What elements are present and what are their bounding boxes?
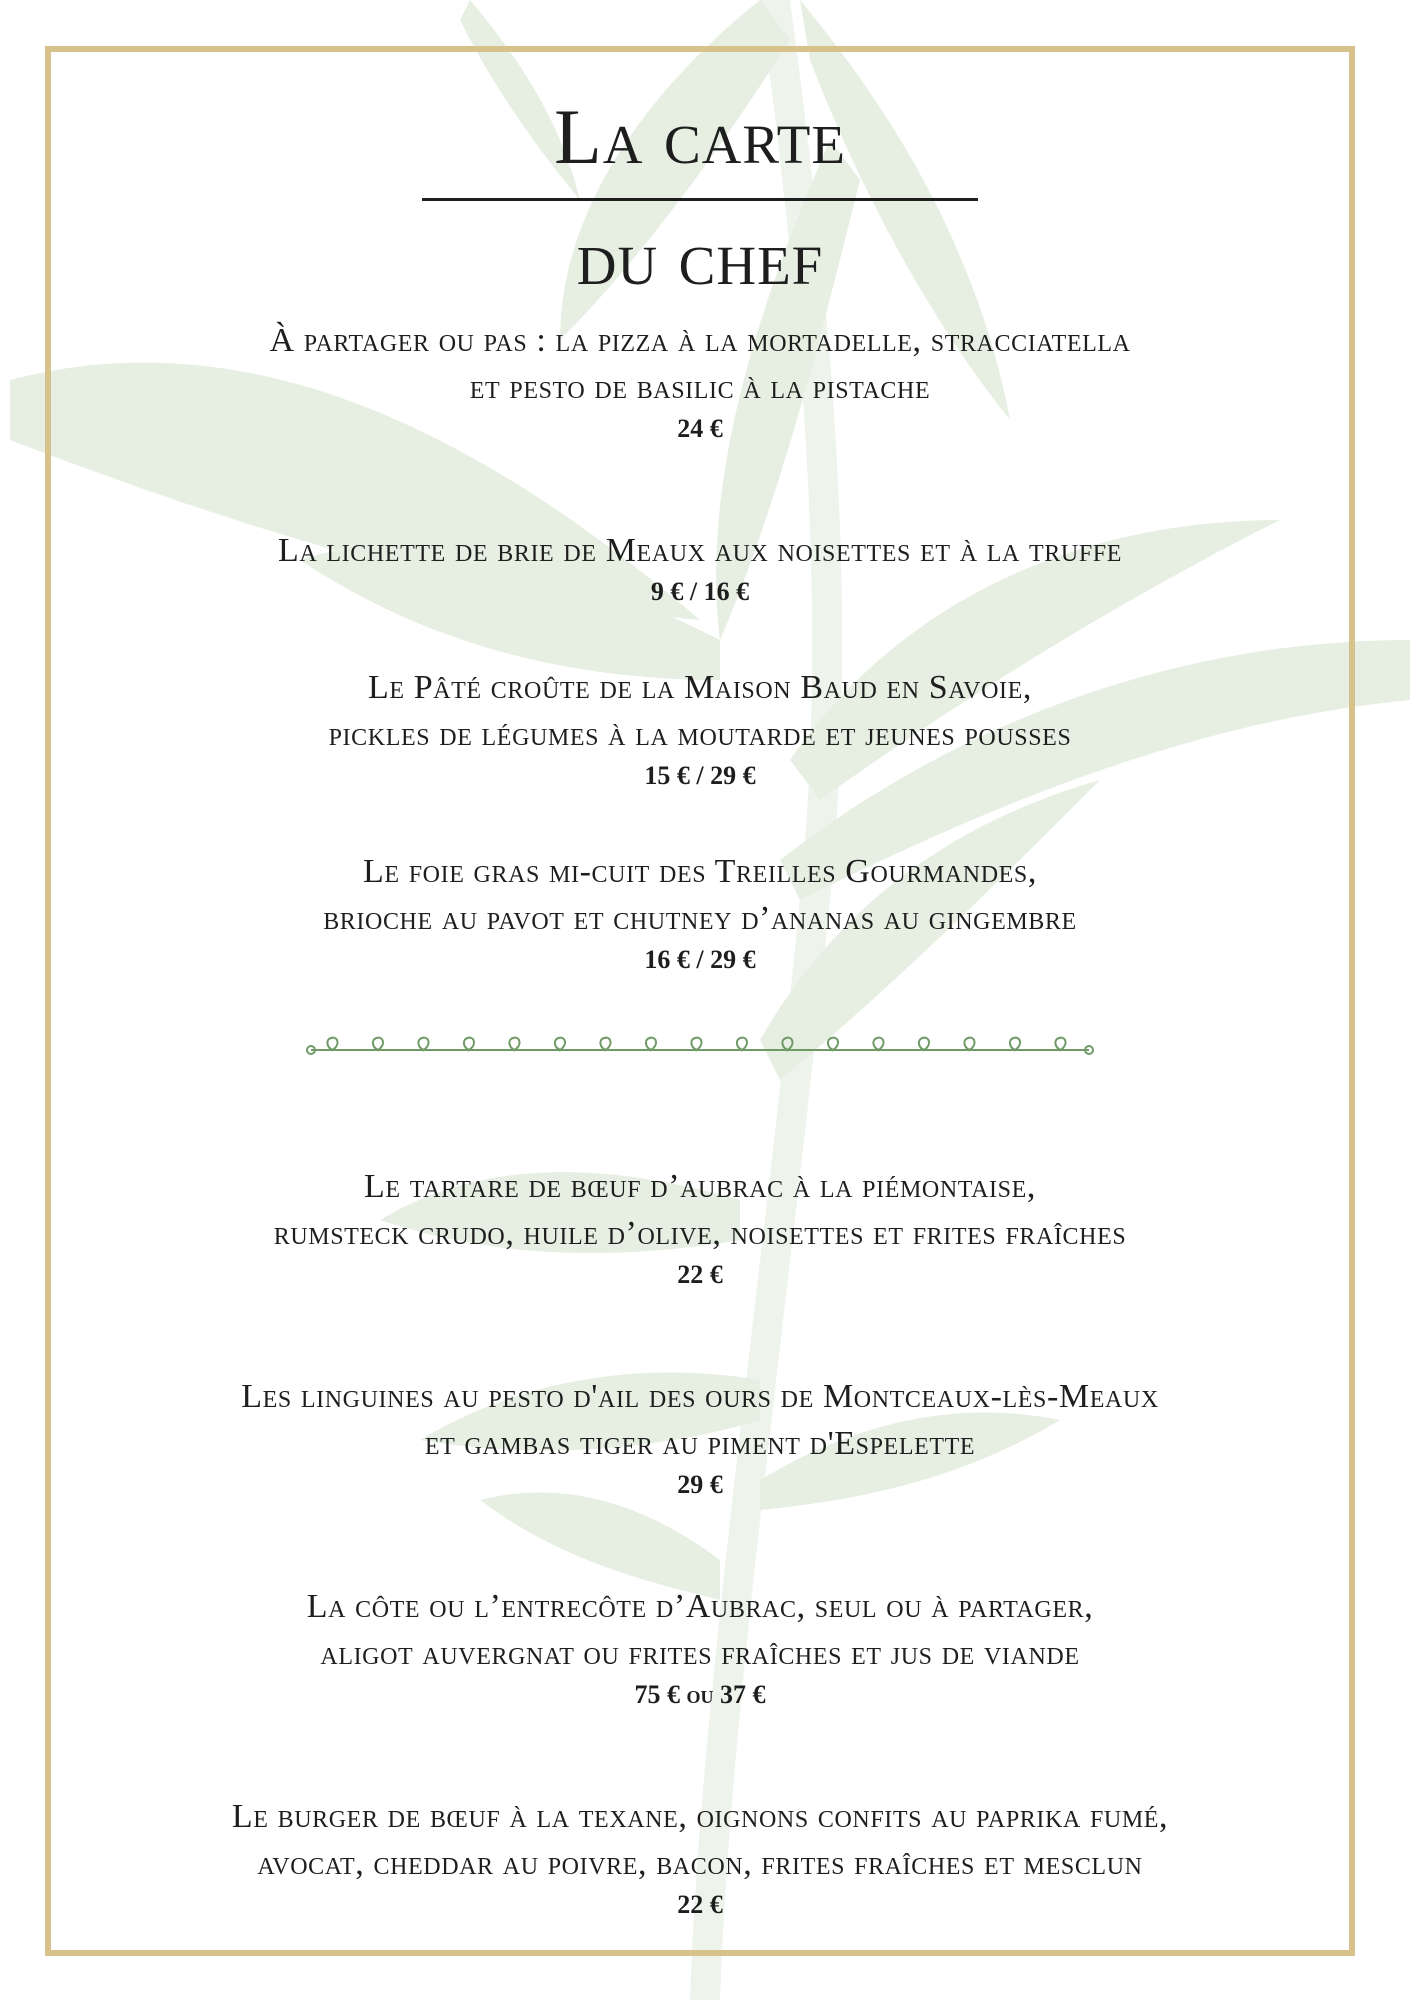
vine-loop [873,1038,883,1051]
vine-loop [327,1038,337,1051]
vine-loop [737,1038,747,1051]
menu-item-price: 24 € [677,414,723,443]
vine-loop [1055,1038,1065,1051]
menu-item-price: 22 € [677,1260,723,1289]
menu-item-description: et pesto de basilic à la pistache [469,369,931,406]
vine-loop [464,1038,474,1051]
menu-item-burger [45,1793,1355,1923]
menu-item-brie [45,527,1355,610]
vine-loop [919,1038,929,1051]
menu-item-linguines [45,1373,1355,1503]
vine-loop [828,1038,838,1051]
menu-item-price: 16 € / 29 € [644,945,756,974]
title-line-2: du chef [576,214,824,301]
mains-section [45,1163,1355,1923]
vine-loop [646,1038,656,1051]
menu-item-description: aligot auvergnat ou frites fraîches et jus de viande [320,1635,1080,1672]
menu-item-description: La lichette de brie de Meaux aux noisettes et à la truffe [278,532,1122,569]
menu-item-description: À partager ou pas : la pizza à la mortadelle, stracciatella [269,322,1131,359]
menu-item-description: Le burger de bœuf à la texane, oignons confits au paprika fumé, [231,1798,1169,1835]
menu-item-description: Les linguines au pesto d'ail des ours de Montceaux-lès-Meaux [241,1378,1159,1415]
menu-item-pate-croute [45,664,1355,794]
menu-title [45,93,1355,301]
menu-item-price: 9 € / 16 € [650,577,750,606]
starters-section [45,317,1355,978]
menu-item-description: brioche au pavot et chutney d’ananas au gingembre [323,900,1077,937]
menu-item-description: rumsteck crudo, huile d’olive, noisettes et frites fraîches [273,1215,1127,1252]
menu-item-foie-gras [45,848,1355,978]
menu-item-price: 75 € ou 37 € [634,1680,766,1709]
menu-item-description: pickles de légumes à la moutarde et jeunes pousses [328,716,1072,753]
vine-divider-icon [305,1032,1095,1068]
menu-item-description: Le Pâté croûte de la Maison Baud en Savoie, [368,669,1032,706]
vine-loop [373,1038,383,1051]
vine-loop [1010,1038,1020,1051]
vine-loop [782,1038,792,1051]
vine-loop [509,1038,519,1051]
vine-loop [418,1038,428,1051]
menu-item-description: et gambas tiger au piment d'Espelette [424,1425,976,1462]
title-line-1: La carte [554,93,846,180]
menu-item-description: avocat, cheddar au poivre, bacon, frites fraîches et mesclun [257,1845,1143,1882]
menu-item-description: Le foie gras mi-cuit des Treilles Gourmandes, [363,853,1037,890]
menu-item-tartare [45,1163,1355,1293]
menu-item-pizza [45,317,1355,447]
vine-loop [600,1038,610,1051]
title-divider-rule [422,198,978,201]
vine-loop [964,1038,974,1051]
menu-item-entrecote [45,1583,1355,1713]
menu-item-description: Le tartare de bœuf d’aubrac à la piémontaise, [364,1168,1036,1205]
vine-loop [555,1038,565,1051]
menu-item-price: 22 € [677,1890,723,1919]
menu-content [45,46,1355,1923]
menu-item-price: 15 € / 29 € [644,761,756,790]
menu-item-description: La côte ou l’entrecôte d’Aubrac, seul ou à partager, [306,1588,1094,1625]
vine-loop [691,1038,701,1051]
menu-item-price: 29 € [677,1470,723,1499]
